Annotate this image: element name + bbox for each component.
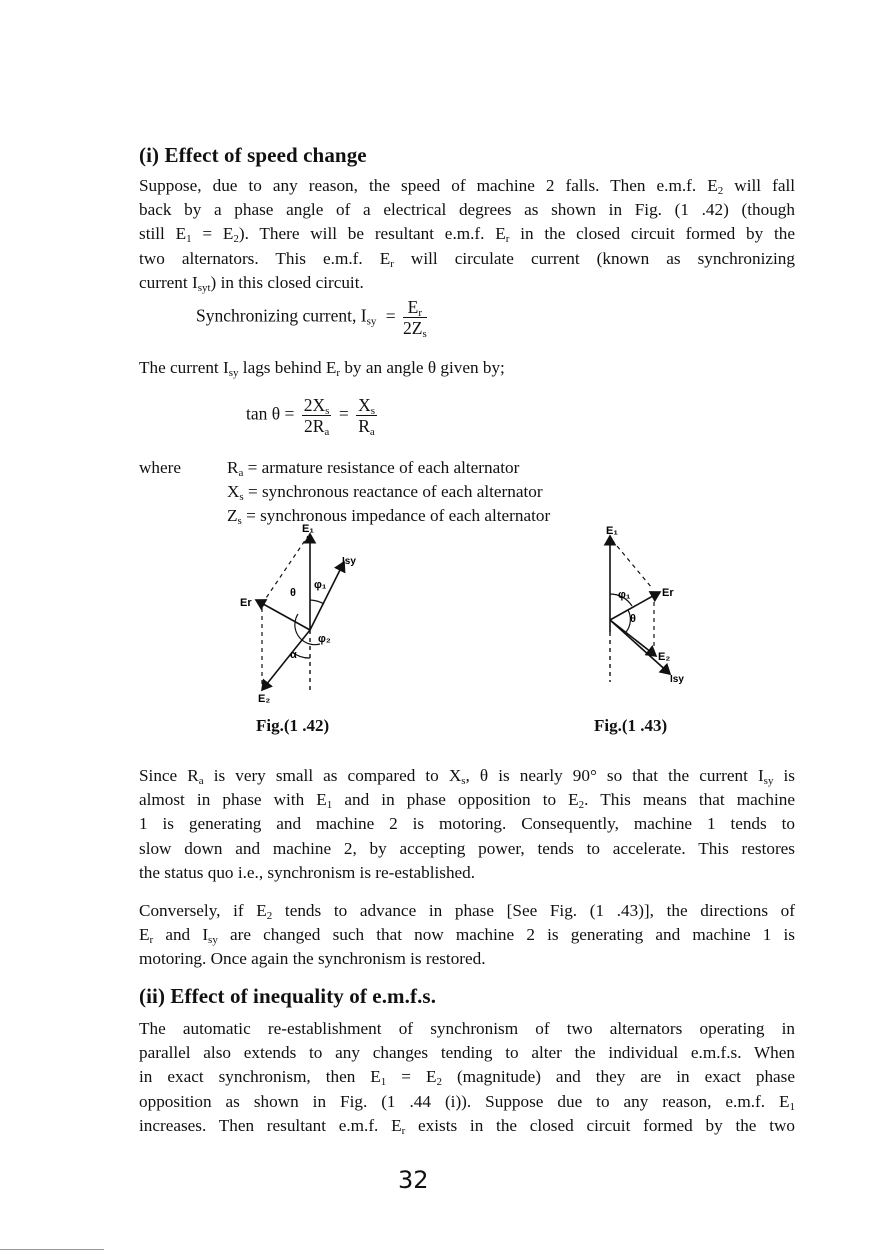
equation-synchronizing-current: Synchronizing current, $I_{sy}$ = $\frac{E_r}{2Z_s}$ <box>196 297 427 340</box>
figure-caption-42: Fig.(1 .42) <box>256 716 330 735</box>
text-line: the status quo i.e., synchronism is re-established. <box>139 862 476 882</box>
theta-label: θ <box>630 613 636 625</box>
e2-label: E₂ <box>658 651 671 663</box>
dashed-line <box>612 540 652 588</box>
er-label: Er <box>662 587 674 599</box>
isy-phasor <box>610 620 670 674</box>
alpha-label: α <box>290 649 297 661</box>
e2-phasor <box>262 630 310 690</box>
definition-xs: $X_s$ = synchronous reactance of each alternator <box>227 482 543 504</box>
text-line: back by a phase angle of a electrical degrees as shown in Fig. (1 .42) (though <box>139 200 795 220</box>
fraction: $\frac{X_s}{R_a}$ <box>358 395 375 438</box>
text-line: Conversely, if $E_2$ tends to advance in phase [See Fig. (1 .43)], the directions of <box>139 901 795 922</box>
phasor-diagram-fig-43 <box>590 520 700 690</box>
e2-label: E₂ <box>258 693 271 705</box>
isy-label: Isy <box>342 556 356 567</box>
e1-label: E₁ <box>606 525 618 537</box>
text-line: increases. Then resultant e.m.f. $E_r$ exists in the closed circuit formed by the two <box>139 1115 795 1137</box>
section-heading-inequality-emfs: (ii) Effect of inequality of e.m.f.s. <box>139 984 437 1008</box>
phi1-label: φ₁ <box>314 579 327 591</box>
text-line: current $I_{syt}$) in this closed circuit. <box>139 272 364 294</box>
paragraph-conversely <box>139 899 795 972</box>
text-line: almost in phase with $E_1$ and in phase opposition to $E_2$. This means that machine <box>139 790 795 812</box>
equation-tan-theta: tan θ = $\frac{2X_s}{2R_a}$ = $\frac{X_s}{R_a}$ <box>246 395 375 438</box>
phi2-arc <box>295 618 320 645</box>
phi1-arc <box>310 600 324 604</box>
figure-caption-43: Fig.(1 .43) <box>594 716 668 735</box>
theta-label: θ <box>290 587 296 599</box>
paragraph-lag-angle: The current $I_{sy}$ lags behind $E_r$ by an angle θ given by; <box>139 358 505 379</box>
er-label: Er <box>240 597 252 609</box>
fraction: $\frac{2X_s}{2R_a}$ <box>303 395 330 438</box>
isy-label: Isy <box>670 674 684 685</box>
paragraph-speed-change <box>139 174 795 295</box>
text-line: $E_r$ and $I_{sy}$ are changed such that now machine 2 is generating and machine 1 is <box>139 925 795 947</box>
phi2-label: φ₂ <box>318 633 331 645</box>
phasor-diagram-fig-42 <box>240 518 370 708</box>
text-line: slow down and machine 2, by accepting power, tends to accelerate. This restores <box>139 838 795 858</box>
paragraph-synchronism-restored <box>139 764 795 885</box>
theta-arc <box>296 614 298 618</box>
scan-edge-line <box>0 1249 104 1250</box>
text-line: parallel also extends to any changes tending to alter the individual e.m.f.s. When <box>139 1043 795 1063</box>
text-line: The automatic re-establishment of synchronism of two alternators operating in <box>139 1019 795 1038</box>
text-line: 1 is generating and machine 2 is motoring. Consequently, machine 1 tends to <box>139 814 795 834</box>
e1-label: E₁ <box>302 523 314 535</box>
equation-label: Synchronizing current, I <box>196 305 367 326</box>
definition-ra: $R_a$ = armature resistance of each alternator <box>227 458 520 479</box>
dashed-line <box>262 536 308 604</box>
section-heading-speed-change: (i) Effect of speed change <box>139 143 367 167</box>
definition-zs: $Z_s$ = synchronous impedance of each alternator <box>227 506 551 528</box>
text-line: motoring. Once again the synchronism is restored. <box>139 949 486 969</box>
er-phasor <box>256 600 310 630</box>
fraction: $\frac{E_r}{2Z_s}$ <box>402 297 427 340</box>
text-line: Since $R_a$ is very small as compared to $X_s$, θ is nearly 90° so that the current $I_{sy}$ is <box>139 766 795 787</box>
page-number: 32 <box>398 1166 429 1194</box>
text-line: Suppose, due to any reason, the speed of machine 2 falls. Then e.m.f. $E_2$ will fall <box>139 176 795 197</box>
where-word: where <box>139 458 181 477</box>
isy-phasor <box>310 562 344 630</box>
phi1-label: φ₁ <box>618 589 631 601</box>
text-line: two alternators. This e.m.f. $E_r$ will circulate current (known as synchronizing <box>139 248 795 270</box>
text-line: in exact synchronism, then $E_1 = E_2$ (magnitude) and they are in exact phase <box>139 1067 795 1089</box>
paragraph-inequality-emfs <box>139 1017 795 1138</box>
text-line: opposition as shown in Fig. (1 .44 (i)). Suppose due to any reason, e.m.f. $E_1$ <box>139 1091 795 1113</box>
text-line: still $E_1 = E_2$). There will be resultant e.m.f. $E_r$ in the closed circuit formed by the <box>139 224 795 246</box>
